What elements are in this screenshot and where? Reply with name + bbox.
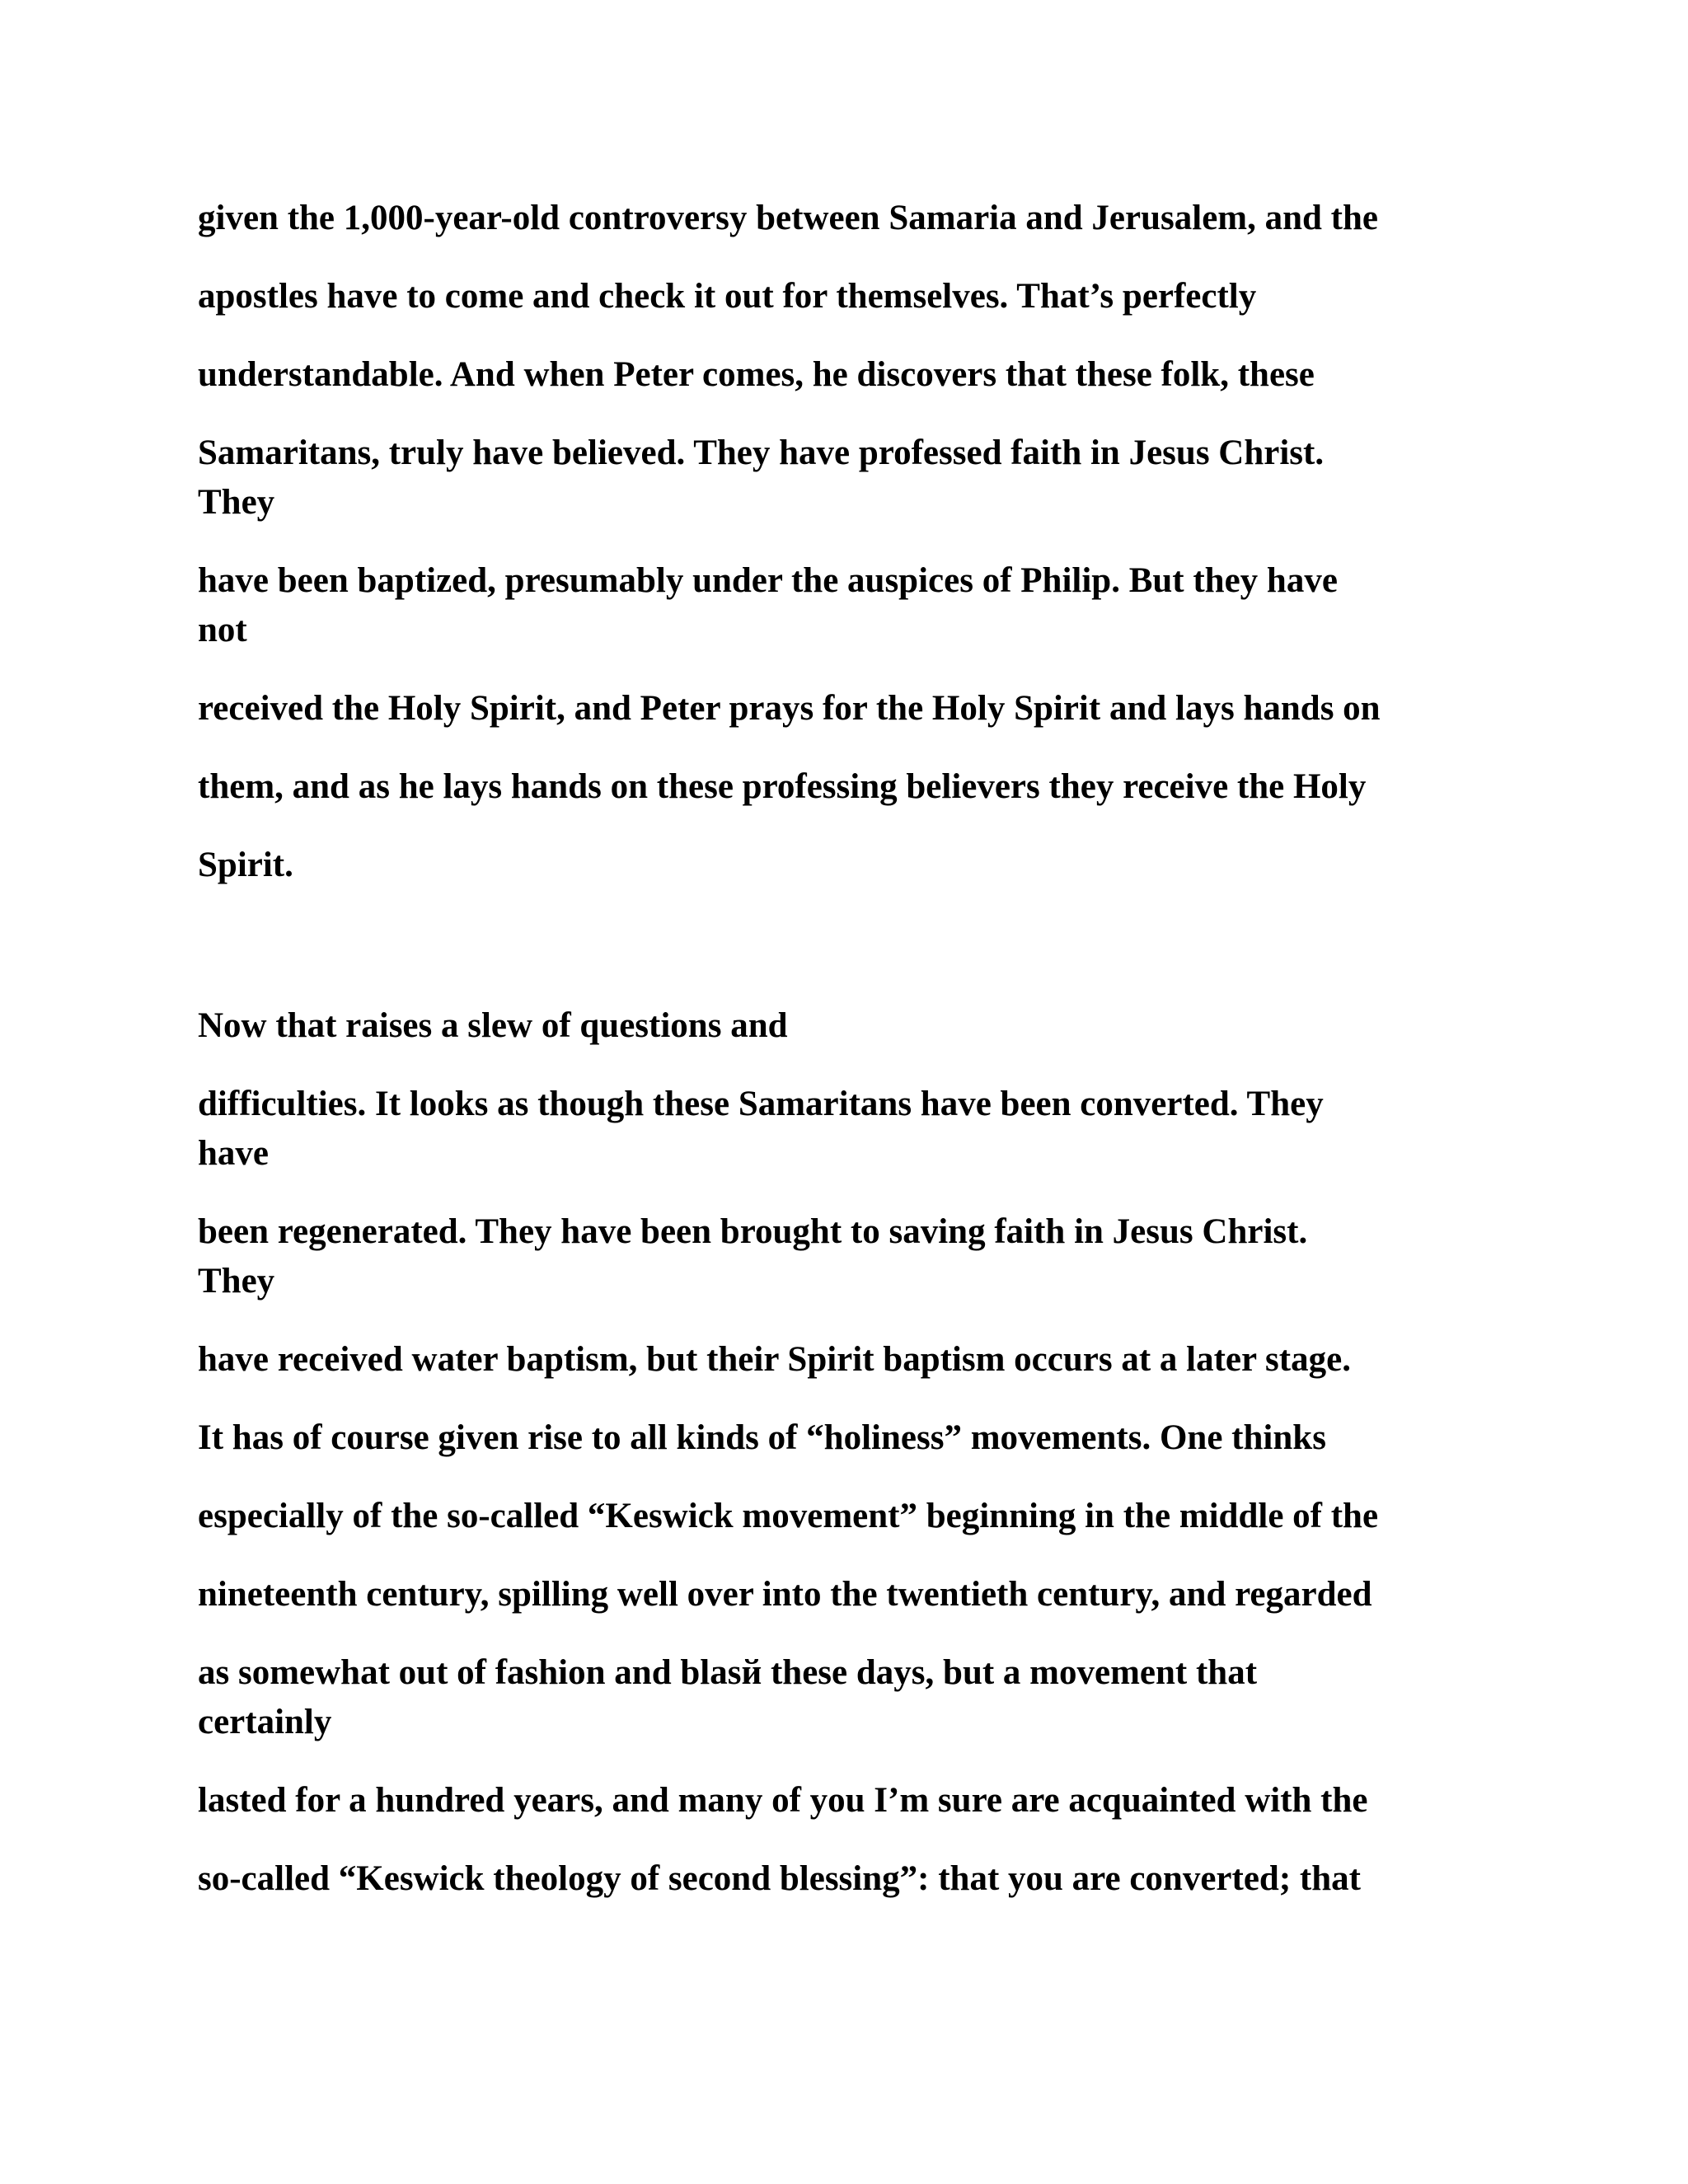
text-line: They <box>198 1262 275 1301</box>
text-line: nineteenth century, spilling well over into the twentieth century, and regarded <box>198 1575 1372 1614</box>
text-line: especially of the so-called “Keswick movement” beginning in the middle of the <box>198 1497 1379 1535</box>
text-line: given the 1,000-year-old controversy between Samaria and Jerusalem, and the <box>198 199 1378 237</box>
text-line: Now that raises a slew of questions and <box>198 1006 788 1045</box>
text-line: have been baptized, presumably under the auspices of Philip. But they have <box>198 561 1338 600</box>
text-line: have received water baptism, but their Spirit baptism occurs at a later stage. <box>198 1340 1351 1379</box>
text-line: understandable. And when Peter comes, he discovers that these folk, these <box>198 355 1315 394</box>
text-line: lasted for a hundred years, and many of you I’m sure are acquainted with the <box>198 1781 1368 1820</box>
text-line: as somewhat out of fashion and blasй these days, but a movement that <box>198 1653 1258 1692</box>
text-line: certainly <box>198 1703 332 1741</box>
text-line: them, and as he lays hands on these professing believers they receive the Holy <box>198 767 1367 806</box>
text-line: Samaritans, truly have believed. They have professed faith in Jesus Christ. <box>198 434 1325 472</box>
text-line: have <box>198 1134 269 1173</box>
text-line: received the Holy Spirit, and Peter prays for the Holy Spirit and lays hands on <box>198 689 1381 728</box>
text-line: Spirit. <box>198 846 293 884</box>
text-line: not <box>198 611 247 649</box>
text-line: It has of course given rise to all kinds of “holiness” movements. One thinks <box>198 1418 1326 1457</box>
text-line: difficulties. It looks as though these Samaritans have been converted. They <box>198 1085 1324 1123</box>
text-line: been regenerated. They have been brought to saving faith in Jesus Christ. <box>198 1212 1308 1251</box>
text-line: so-called “Keswick theology of second blessing”: that you are converted; that <box>198 1859 1361 1898</box>
text-line: apostles have to come and check it out for themselves. That’s perfectly <box>198 277 1257 316</box>
text-line: They <box>198 483 275 522</box>
